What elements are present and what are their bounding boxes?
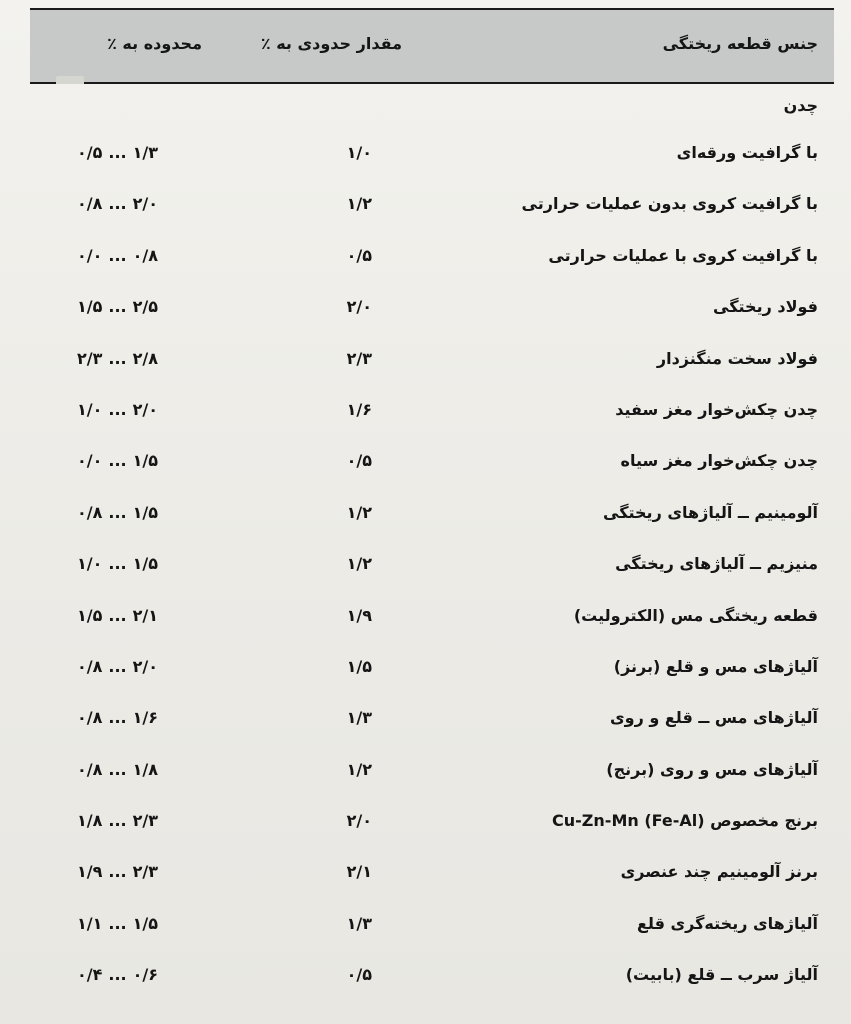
approx-value: ۱/۲ [346, 502, 372, 522]
approx-value: ۱/۵ [346, 656, 372, 676]
range-min: ۱/۸ [77, 811, 103, 831]
approx-cell [347, 451, 372, 470]
range-cell [77, 194, 158, 213]
range-cell [77, 554, 158, 573]
approx-value: ۰/۵ [346, 451, 372, 471]
table-header [30, 8, 834, 84]
range-cell [77, 965, 158, 984]
table-row [30, 854, 834, 905]
material-cell: آلیاژهای مس ــ قلع و روی [609, 708, 818, 728]
approx-cell [347, 143, 372, 162]
approx-value: ۰/۵ [346, 965, 372, 985]
table-row [30, 598, 834, 649]
approx-cell [347, 246, 372, 265]
approx-value: ۱/۳ [346, 913, 372, 933]
approx-cell [347, 554, 372, 573]
approx-cell [347, 349, 372, 368]
range-cell [77, 297, 158, 316]
range-separator: ... [108, 656, 127, 676]
material-cell: آلیاژهای مس و قلع (برنز) [613, 656, 818, 676]
range-min: ۰/۰ [77, 245, 103, 265]
range-max: ۲/۳ [132, 811, 158, 831]
range-max: ۲/۸ [132, 348, 158, 368]
table-row [30, 341, 834, 392]
table-row [30, 906, 834, 957]
approx-value: ۱/۶ [346, 399, 372, 419]
table-row [30, 700, 834, 751]
range-min: ۱/۹ [77, 862, 103, 882]
range-min: ۰/۵ [77, 143, 103, 162]
range-min: ۲/۳ [77, 348, 103, 368]
range-min: ۰/۴ [77, 965, 103, 985]
approx-cell [347, 194, 372, 213]
table-row [30, 649, 834, 700]
material-cell: آلیاژهای ریخته‌گری قلع [637, 913, 818, 933]
table-row [30, 546, 834, 597]
material-cell: چدن چکش‌خوار مغز سفید [615, 399, 818, 419]
approx-cell [347, 297, 372, 316]
range-max: ۱/۵ [132, 502, 158, 522]
range-separator: ... [108, 399, 127, 419]
range-max: ۱/۸ [132, 759, 158, 779]
approx-value: ۱/۹ [346, 605, 372, 625]
table-row [30, 495, 834, 546]
table-row [30, 135, 834, 186]
approx-value: ۱/۰ [346, 143, 372, 162]
range-max: ۱/۵ [132, 554, 158, 574]
range-separator: ... [108, 451, 127, 471]
approx-cell [347, 914, 372, 933]
header-approx-percent: مقدار حدودی به ٪ [260, 34, 402, 53]
range-max: ۰/۸ [132, 245, 158, 265]
range-separator: ... [108, 811, 127, 831]
material-cell: فولاد سخت منگنزدار [656, 348, 818, 368]
range-max: ۲/۰ [132, 399, 158, 419]
material-cell: آلیاژهای مس و روی (برنج) [606, 759, 818, 779]
material-cell: برنز آلومینیم چند عنصری [620, 862, 818, 882]
header-range-percent: محدوده به ٪ [107, 34, 202, 53]
table-row [30, 392, 834, 443]
range-separator: ... [108, 245, 127, 265]
approx-value: ۲/۰ [346, 297, 372, 317]
range-min: ۱/۱ [77, 913, 103, 933]
range-separator: ... [108, 862, 127, 882]
range-separator: ... [108, 554, 127, 574]
range-cell [77, 246, 158, 265]
range-max: ۲/۱ [132, 605, 158, 625]
approx-cell [347, 862, 372, 881]
approx-cell [347, 708, 372, 727]
approx-cell [347, 606, 372, 625]
range-cell [77, 657, 158, 676]
range-min: ۰/۸ [77, 708, 103, 728]
approx-cell [347, 965, 372, 984]
range-min: ۱/۵ [77, 605, 103, 625]
range-min: ۱/۰ [77, 554, 103, 574]
range-cell [77, 862, 158, 881]
range-separator: ... [108, 297, 127, 317]
range-max: ۲/۰ [132, 656, 158, 676]
approx-cell [347, 760, 372, 779]
range-separator: ... [108, 965, 127, 985]
approx-cell [347, 657, 372, 676]
page-edge-marker [56, 76, 84, 84]
range-cell [77, 606, 158, 625]
range-min: ۰/۸ [77, 194, 103, 214]
material-cell: با گرافیت کروی با عملیات حرارتی [548, 245, 818, 265]
range-separator: ... [108, 194, 127, 214]
material-cell: فولاد ریختگی [713, 297, 818, 317]
approx-value: ۱/۲ [346, 759, 372, 779]
range-max: ۱/۶ [132, 708, 158, 728]
table-row [30, 803, 834, 854]
section-title-cast-iron: چدن [783, 96, 818, 115]
range-min: ۱/۰ [77, 399, 103, 419]
range-separator: ... [108, 913, 127, 933]
range-separator: ... [108, 502, 127, 522]
range-max: ۱/۵ [132, 913, 158, 933]
range-separator: ... [108, 759, 127, 779]
range-min: ۰/۸ [77, 502, 103, 522]
range-cell [77, 400, 158, 419]
table-row [30, 752, 834, 803]
shrinkage-table [30, 8, 834, 985]
material-cell: منیزیم ــ آلیاژهای ریختگی [615, 554, 818, 574]
material-cell: آلیاژ سرب ــ قلع (بابیت) [625, 965, 818, 985]
approx-cell [347, 503, 372, 522]
range-min: ۰/۰ [77, 451, 103, 471]
range-cell [77, 914, 158, 933]
range-max: ۰/۶ [132, 965, 158, 985]
approx-value: ۲/۰ [346, 811, 372, 831]
range-min: ۰/۸ [77, 759, 103, 779]
table-row [30, 957, 834, 1008]
material-cell: آلومینیم ــ آلیاژهای ریختگی [603, 502, 818, 522]
range-min: ۰/۸ [77, 656, 103, 676]
table-row [30, 186, 834, 237]
range-separator: ... [108, 143, 127, 162]
range-cell [77, 349, 158, 368]
table-row [30, 289, 834, 340]
approx-cell [347, 811, 372, 830]
range-max: ۲/۵ [132, 297, 158, 317]
range-cell [77, 451, 158, 470]
approx-value: ۲/۱ [346, 862, 372, 882]
approx-value: ۰/۵ [346, 245, 372, 265]
range-cell [77, 811, 158, 830]
header-material: جنس قطعه ریختگی [662, 34, 818, 53]
approx-cell [347, 400, 372, 419]
material-cell: با گرافیت کروی بدون عملیات حرارتی [521, 194, 818, 214]
approx-value: ۱/۳ [346, 708, 372, 728]
material-cell: قطعه ریختگی مس (الکترولیت) [573, 605, 818, 625]
table-row [30, 443, 834, 494]
range-max: ۱/۵ [132, 451, 158, 471]
range-max: ۲/۰ [132, 194, 158, 214]
range-max: ۲/۳ [132, 862, 158, 882]
range-cell [77, 760, 158, 779]
range-cell [77, 143, 158, 162]
approx-value: ۲/۳ [346, 348, 372, 368]
table-body [30, 135, 834, 1009]
approx-value: ۱/۲ [346, 554, 372, 574]
material-cell: برنج مخصوص Cu-Zn-Mn (Fe-Al) [552, 811, 818, 831]
approx-value: ۱/۲ [346, 194, 372, 214]
table-row [30, 238, 834, 289]
range-separator: ... [108, 708, 127, 728]
range-cell [77, 708, 158, 727]
range-min: ۱/۵ [77, 297, 103, 317]
material-cell: با گرافیت ورقه‌ای [676, 143, 818, 162]
range-separator: ... [108, 605, 127, 625]
range-max: ۱/۳ [132, 143, 158, 162]
range-separator: ... [108, 348, 127, 368]
material-cell: چدن چکش‌خوار مغز سیاه [620, 451, 818, 471]
range-cell [77, 503, 158, 522]
